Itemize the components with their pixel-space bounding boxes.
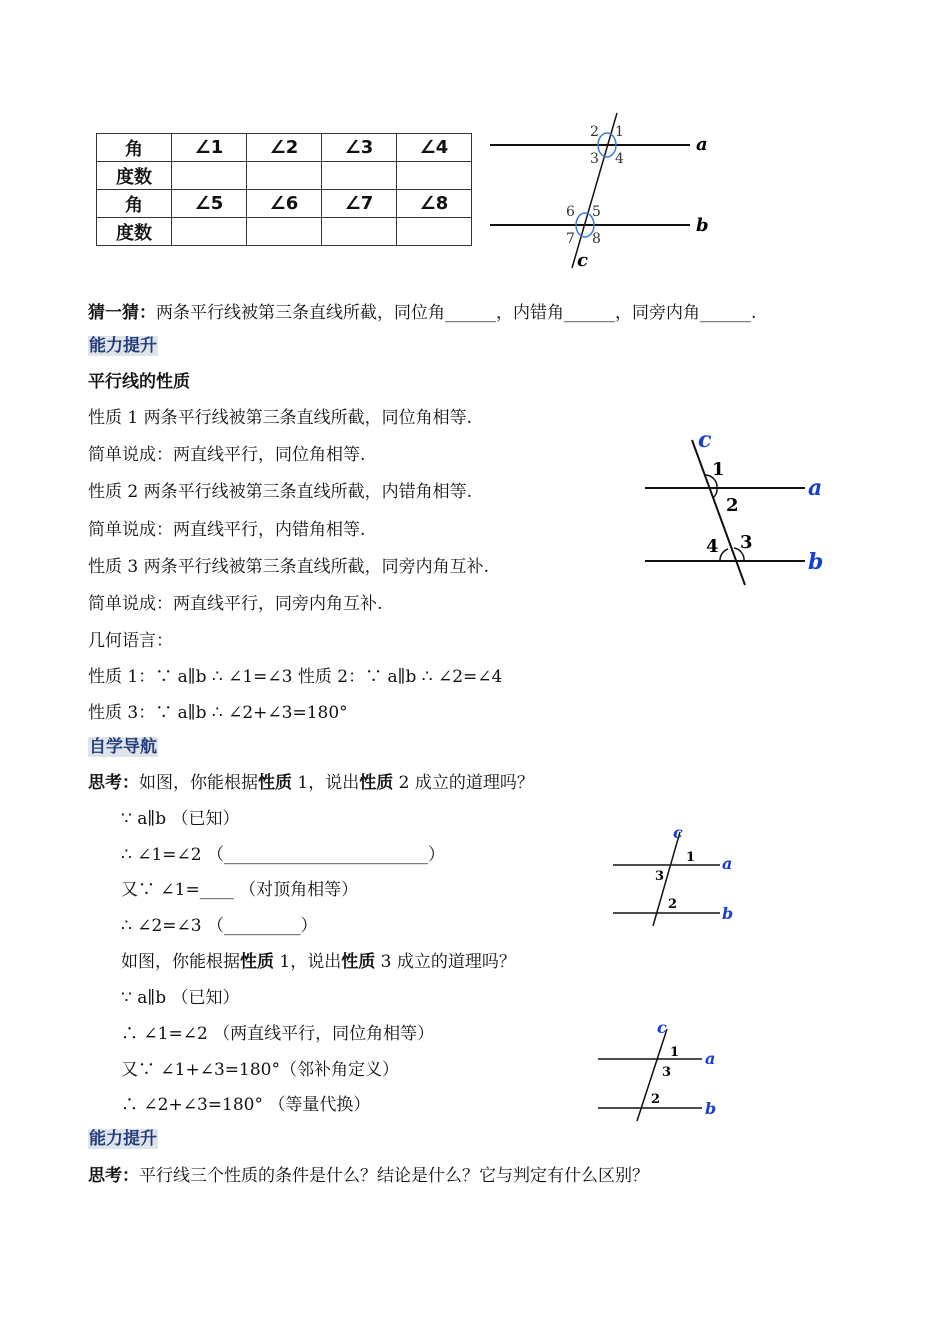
cell: ∠6 xyxy=(247,190,322,218)
cell: ∠1 xyxy=(172,134,247,162)
eight-angles-figure xyxy=(485,110,715,275)
svg-text:a: a xyxy=(722,854,733,873)
section-heading: 能力提升 xyxy=(89,336,157,356)
svg-text:6: 6 xyxy=(566,204,575,220)
cell: ∠5 xyxy=(172,190,247,218)
text-line: 简单说成：两直线平行，内错角相等. xyxy=(88,520,366,540)
svg-text:8: 8 xyxy=(592,231,601,247)
proof-line: ∴ ∠2+∠3=180° （等量代换） xyxy=(121,1095,371,1115)
svg-text:b: b xyxy=(722,904,734,923)
svg-text:b: b xyxy=(696,215,709,236)
svg-text:a: a xyxy=(705,1049,716,1068)
cell: ∠7 xyxy=(322,190,397,218)
cell xyxy=(397,218,472,246)
svg-text:c: c xyxy=(698,427,712,453)
svg-text:2: 2 xyxy=(590,124,599,140)
proof-line: ∵ a∥b （已知） xyxy=(121,988,240,1008)
svg-text:2: 2 xyxy=(668,897,678,912)
guess-text: 两条平行线被第三条直线所截，同位角______，内错角______，同旁内角______. xyxy=(156,303,757,323)
svg-text:a: a xyxy=(696,134,708,155)
cell xyxy=(322,162,397,190)
svg-text:1: 1 xyxy=(615,124,624,140)
svg-text:2: 2 xyxy=(651,1092,661,1107)
cell: ∠4 xyxy=(397,134,472,162)
cell xyxy=(172,218,247,246)
svg-text:4: 4 xyxy=(615,151,624,167)
svg-text:4: 4 xyxy=(706,536,719,557)
svg-text:1: 1 xyxy=(670,1045,680,1060)
text-line: 性质 3 两条平行线被第三条直线所截，同旁内角互补. xyxy=(88,557,490,577)
svg-text:c: c xyxy=(673,823,683,842)
proof-line: ∴ ∠2=∠3 （_________） xyxy=(121,916,318,936)
props-title: 平行线的性质 xyxy=(88,372,190,392)
proof-line: ∵ a∥b （已知） xyxy=(121,809,240,829)
cell: 度数 xyxy=(97,218,172,246)
text-line: 性质 2 两条平行线被第三条直线所截，内错角相等. xyxy=(88,482,473,502)
proof-line: 又∵ ∠1+∠3=180°（邻补角定义） xyxy=(121,1060,399,1080)
text-line: 性质 1：∵ a∥b ∴ ∠1=∠3 性质 2：∵ a∥b ∴ ∠2=∠4 xyxy=(88,667,503,687)
guess-line xyxy=(88,302,756,324)
question-2: 如图，你能根据性质 1，说出性质 3 成立的道理吗？ xyxy=(121,952,516,972)
cell: ∠8 xyxy=(397,190,472,218)
text-line: 简单说成：两直线平行，同旁内角互补. xyxy=(88,594,383,614)
svg-text:a: a xyxy=(808,475,823,501)
text-line: 性质 3：∵ a∥b ∴ ∠2+∠3=180° xyxy=(88,703,348,723)
proof-line: ∴ ∠1=∠2 （两直线平行，同位角相等） xyxy=(121,1024,435,1044)
svg-text:b: b xyxy=(808,549,824,575)
svg-text:3: 3 xyxy=(590,151,599,167)
svg-text:5: 5 xyxy=(592,204,601,220)
svg-text:1: 1 xyxy=(686,850,696,865)
svg-text:3: 3 xyxy=(655,869,665,884)
text-line: 几何语言： xyxy=(88,631,173,651)
guess-label: 猜一猜： xyxy=(88,303,156,323)
svg-text:3: 3 xyxy=(662,1065,672,1080)
svg-text:2: 2 xyxy=(726,495,739,516)
think-question-1: 思考：如图，你能根据性质 1，说出性质 2 成立的道理吗？ xyxy=(88,773,534,793)
cell: 度数 xyxy=(97,162,172,190)
svg-text:b: b xyxy=(705,1099,717,1118)
proof-line: ∴ ∠1=∠2 （________________________） xyxy=(121,845,445,865)
svg-text:c: c xyxy=(657,1018,667,1037)
section-heading: 能力提升 xyxy=(89,1129,157,1149)
proof-line: 又∵ ∠1=____ （对顶角相等） xyxy=(121,880,359,900)
cell xyxy=(397,162,472,190)
cell: 角 xyxy=(97,134,172,162)
svg-text:c: c xyxy=(577,250,588,271)
think-question-2: 思考：平行线三个性质的条件是什么？结论是什么？它与判定有什么区别？ xyxy=(88,1166,649,1186)
cell: 角 xyxy=(97,190,172,218)
properties-figure xyxy=(640,425,840,590)
cell xyxy=(247,162,322,190)
figure-property2 xyxy=(605,822,745,932)
cell: ∠3 xyxy=(322,134,397,162)
text-line: 性质 1 两条平行线被第三条直线所截，同位角相等. xyxy=(88,408,473,428)
figure-property3 xyxy=(590,1017,730,1127)
cell xyxy=(247,218,322,246)
cell xyxy=(322,218,397,246)
svg-text:1: 1 xyxy=(712,459,725,480)
cell xyxy=(172,162,247,190)
cell: ∠2 xyxy=(247,134,322,162)
svg-text:3: 3 xyxy=(740,532,753,553)
svg-text:7: 7 xyxy=(566,231,575,247)
text-line: 简单说成：两直线平行，同位角相等. xyxy=(88,445,366,465)
angle-table xyxy=(96,133,472,246)
section-heading: 自学导航 xyxy=(89,737,157,757)
